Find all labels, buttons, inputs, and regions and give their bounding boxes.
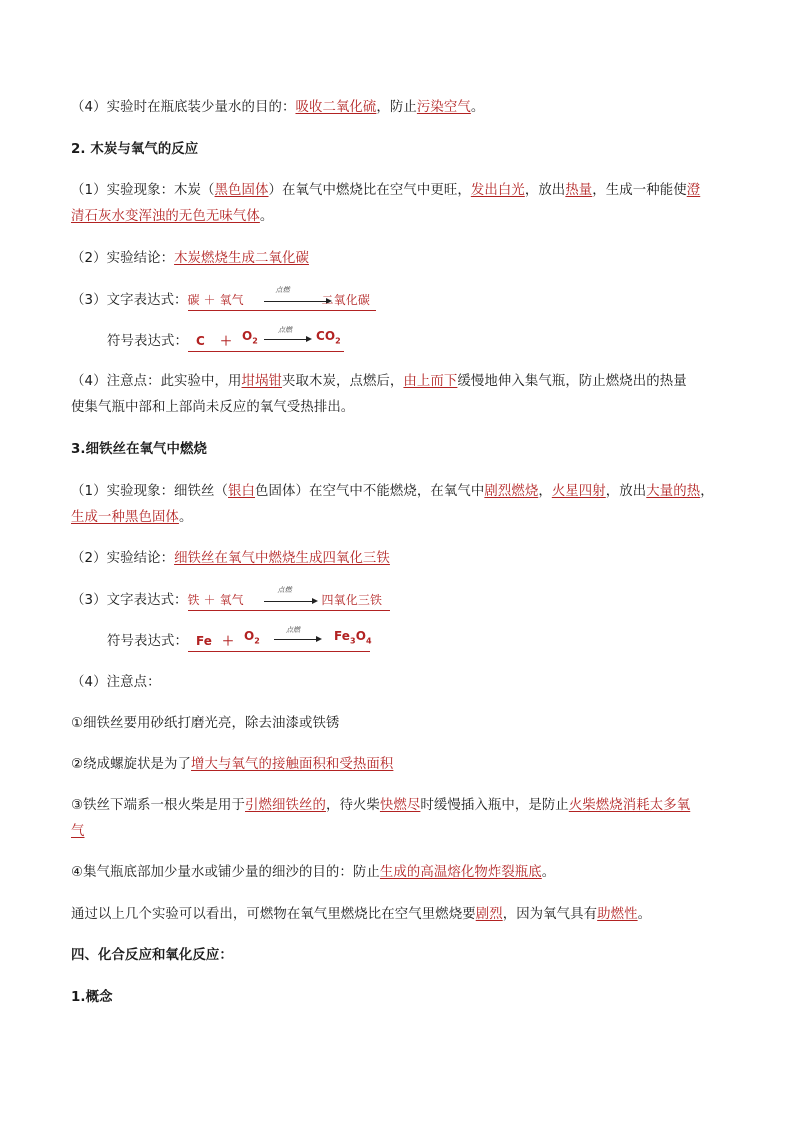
line-note-3-cont: 气 [71, 824, 85, 839]
line-iron-notes-heading: （4）注意点： [71, 675, 161, 690]
line-iron-phenomenon: （1）实验现象：细铁丝（银白色固体）在空气中不能燃烧，在氧气中剧烈燃烧，火星四射，放出大量的热， [71, 484, 714, 499]
line-charcoal-notes-cont: 使集气瓶中部和上部尚未反应的氧气受热排出。 [71, 400, 355, 415]
line-charcoal-symbol-equation: 符号表达式： C ＋ $O_2$ 点燃 $CO_2$ [107, 331, 344, 352]
line-charcoal-phenomenon-cont: 清石灰水变浑浊的无色无味气体。 [71, 209, 274, 224]
line-summary: 通过以上几个实验可以看出，可燃物在氧气里燃烧比在空气里燃烧要剧烈，因为氧气具有助燃性。 [71, 907, 652, 922]
line-iron-conclusion: （2）实验结论：细铁丝在氧气中燃烧生成四氧化三铁 [71, 551, 390, 566]
heading-iron-wire: 3.细铁丝在氧气中燃烧 [71, 442, 208, 457]
line-note-2: ②绕成螺旋状是为了增大与氧气的接触面积和受热面积 [71, 757, 394, 772]
line-note-3: ③铁丝下端系一根火柴是用于引燃细铁丝的，待火柴快燃尽时缓慢插入瓶中，是防止火柴燃烧消耗太多氧 [71, 798, 691, 813]
line-iron-phenomenon-cont: 生成一种黑色固体。 [71, 510, 193, 525]
line-charcoal-phenomenon: （1）实验现象：木炭（黑色固体）在氧气中燃烧比在空气中更旺，发出白光，放出热量，生成一种能使澄 [71, 183, 701, 198]
heading-section-four: 四、化合反应和氧化反应： [71, 948, 233, 963]
heading-charcoal: 2. 木炭与氧气的反应 [71, 142, 199, 157]
line-charcoal-conclusion: （2）实验结论：木炭燃烧生成二氧化碳 [71, 251, 309, 266]
arrow-icon [274, 639, 320, 640]
heading-concept: 1.概念 [71, 990, 113, 1005]
word-equation-iron: 铁 ＋ 氧气 点燃 四氧化三铁 [188, 590, 390, 611]
line-charcoal-notes: （4）注意点：此实验中，用坩埚钳夹取木炭，点燃后，由上而下缓慢地伸入集气瓶，防止燃烧出的热量 [71, 374, 687, 389]
line-iron-symbol-equation: 符号表达式： Fe ＋ $O_2$ 点燃 $Fe_3O_4$ [107, 631, 370, 652]
arrow-icon [264, 339, 310, 340]
symbol-equation-iron: Fe ＋ $O_2$ 点燃 $Fe_3O_4$ [188, 631, 370, 652]
word-equation-carbon: 碳 ＋ 氧气 点燃 二氧化碳 [188, 290, 376, 311]
arrow-icon [264, 601, 316, 602]
line-water-purpose: （4）实验时在瓶底装少量水的目的：吸收二氧化硫，防止污染空气。 [71, 100, 485, 115]
symbol-equation-carbon: C ＋ $O_2$ 点燃 $CO_2$ [188, 331, 344, 352]
line-charcoal-word-equation: （3）文字表达式： 碳 ＋ 氧气 点燃 二氧化碳 [71, 290, 376, 311]
line-note-4: ④集气瓶底部加少量水或铺少量的细沙的目的：防止生成的高温熔化物炸裂瓶底。 [71, 865, 556, 880]
line-iron-word-equation: （3）文字表达式： 铁 ＋ 氧气 点燃 四氧化三铁 [71, 590, 390, 611]
line-note-1: ①细铁丝要用砂纸打磨光亮，除去油漆或铁锈 [71, 716, 340, 731]
arrow-icon [264, 301, 330, 302]
